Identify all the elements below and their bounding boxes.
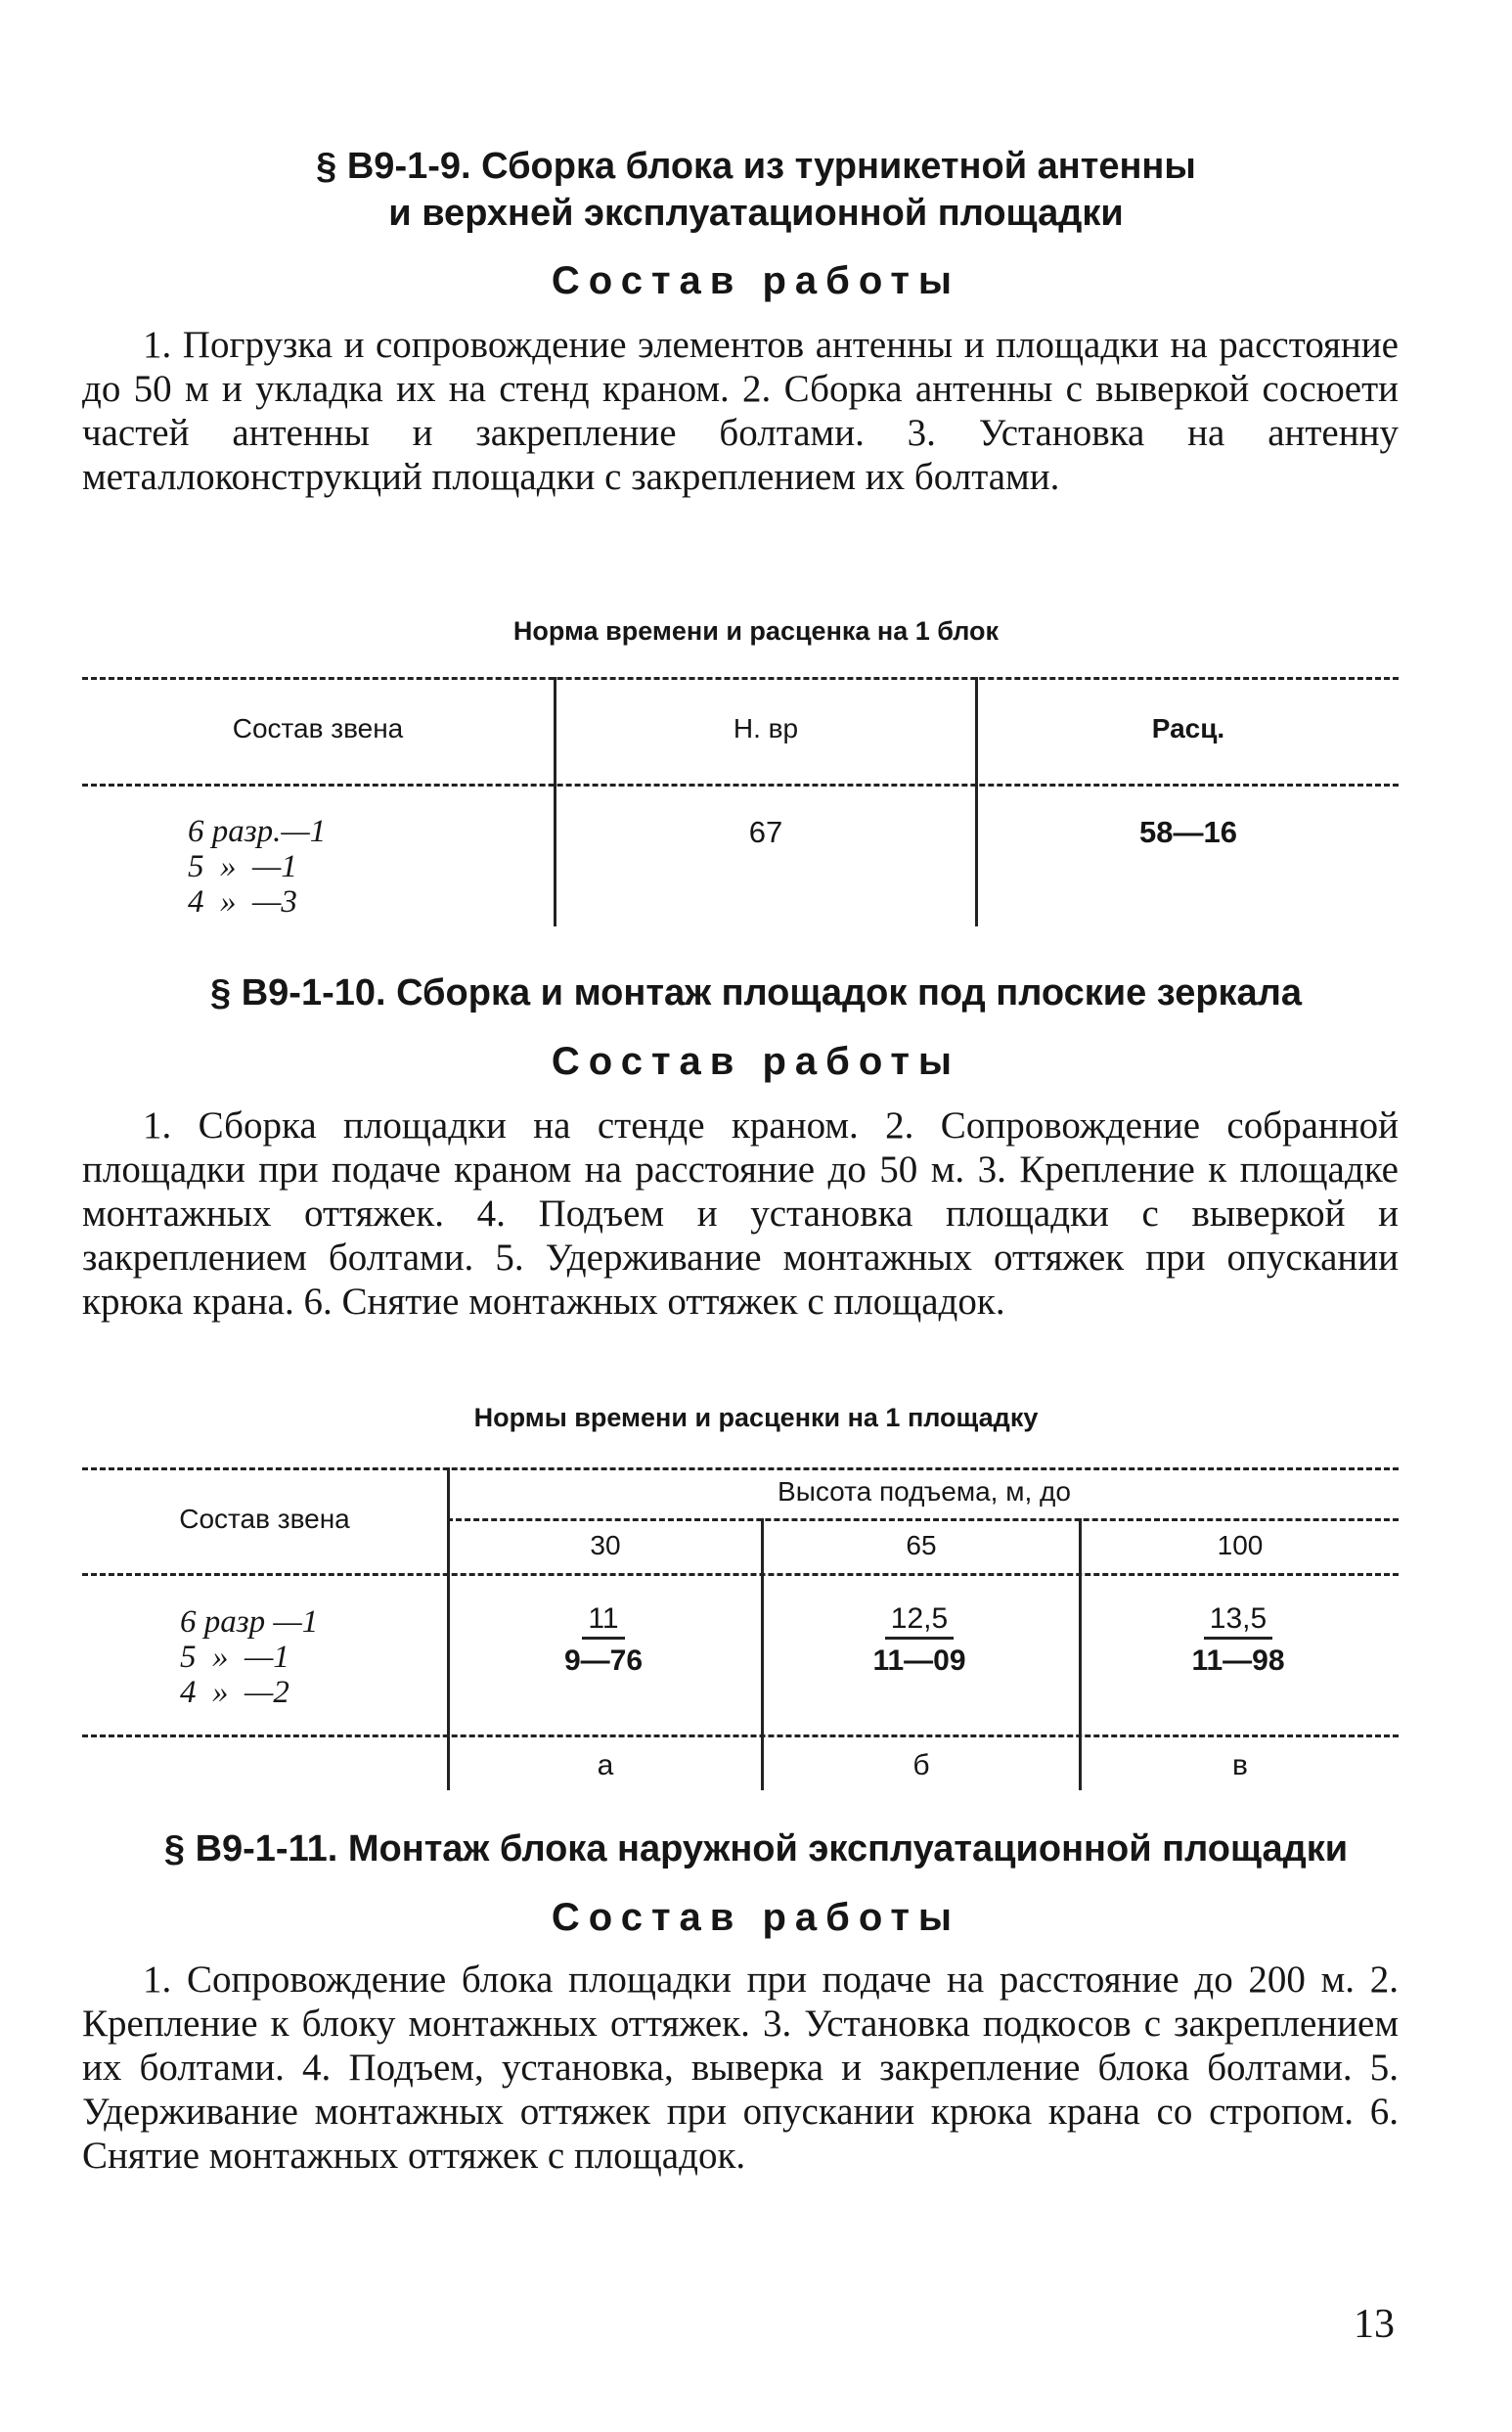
section-9-title — [59, 143, 1453, 237]
norm-value: 11 — [582, 1601, 624, 1640]
table-1-header-norm: Н. вр — [733, 713, 799, 743]
table-2-divider-1 — [447, 1467, 450, 1790]
norm-value: 13,5 — [1204, 1601, 1272, 1640]
table-2-col-65: 65 — [906, 1530, 937, 1560]
table-1-header-crew: Состав звена — [232, 713, 404, 743]
table-1-top-rule — [82, 677, 1399, 680]
table-2-data-rule — [82, 1734, 1399, 1737]
section-10-subtitle: Состав работы — [551, 1040, 961, 1083]
table-2-header-height: Высота подъема, м, до — [778, 1476, 1071, 1507]
table-1-caption: Норма времени и расценка на 1 блок — [512, 616, 1000, 646]
section-9-title-line2: и верхней эксплуатационной площадки — [388, 193, 1124, 234]
section-9-text: 1. Погрузка и сопровождение элементов антенны и площадки на расстояние до 50 м и укладка их на стенд краном. 2. Сборка антенны с выверкой сосюети частей антенны и закрепление болтами. 3. Установка на антенну металлоконструкций площадки с закреплением их болтами. — [82, 324, 1399, 498]
page-number: 13 — [1354, 2302, 1395, 2347]
table-1-crew — [188, 814, 326, 920]
crew-row: 5 » —1 — [188, 849, 297, 884]
table-2-value-100 — [1160, 1601, 1316, 1679]
table-1-header-rate: Расц. — [1151, 713, 1225, 743]
crew-row: 6 разр.—1 — [188, 814, 327, 849]
table-2-group-rule — [447, 1518, 1399, 1521]
table-2-caption: Нормы времени и расценки на 1 площадку — [473, 1403, 1039, 1432]
rate-value: 11—09 — [872, 1644, 966, 1677]
section-10-title: § В9-1-10. Сборка и монтаж площадок под плоские зеркала — [210, 972, 1302, 1013]
table-1-header-rule — [82, 784, 1399, 787]
table-2-letter-b: б — [912, 1749, 930, 1781]
table-2-letter-a: а — [597, 1749, 614, 1781]
table-1-norm-value: 67 — [748, 815, 783, 849]
table-2-crew — [180, 1604, 318, 1710]
section-11-text: 1. Сопровождение блока площадки при подаче на расстояние до 200 м. 2. Крепление к блоку монтажных оттяжек. 3. Установка подкосов с закреплением их болтами. 4. Подъем, установка, выверка и закрепление блока болтами. 5. Удерживание монтажных оттяжек при опускании крюка крана со стропом. 6. Снятие монтажных оттяжек с площадок. — [82, 1959, 1399, 2177]
section-11-title: § В9-1-11. Монтаж блока наружной эксплуатационной площадки — [163, 1828, 1349, 1869]
table-2-header-crew: Состав звена — [179, 1504, 350, 1534]
table-2-value-65 — [841, 1601, 998, 1679]
table-2-top-rule — [82, 1467, 1399, 1470]
crew-row: 5 » —1 — [180, 1640, 289, 1675]
section-10-text: 1. Сборка площадки на стенде краном. 2. Сопровождение собранной площадки при подаче краном на расстояние до 50 м. 3. Крепление к площадке монтажных оттяжек. 4. Подъем и установка площадки с выверкой и закреплением болтами. 5. Удерживание монтажных оттяжек при опускании крюка крана. 6. Снятие монтажных оттяжек с площадок. — [82, 1104, 1399, 1323]
table-2-col-100: 100 — [1217, 1530, 1264, 1560]
rate-value: 11—98 — [1191, 1644, 1285, 1677]
section-9-subtitle: Состав работы — [551, 259, 961, 302]
table-2-value-30 — [525, 1601, 682, 1679]
section-11-subtitle: Состав работы — [551, 1896, 961, 1939]
rate-value: 9—76 — [563, 1644, 644, 1677]
crew-row: 4 » —3 — [188, 884, 297, 920]
table-2-letter-v: в — [1232, 1749, 1248, 1781]
table-1-rate-value: 58—16 — [1139, 815, 1237, 849]
crew-row: 4 » —2 — [180, 1675, 289, 1710]
table-2-header-rule — [82, 1573, 1399, 1576]
table-2-col-30: 30 — [590, 1530, 621, 1560]
crew-row: 6 разр —1 — [180, 1604, 319, 1640]
section-9-title-line1: § В9-1-9. Сборка блока из турникетной антенны — [316, 146, 1196, 187]
norm-value: 12,5 — [885, 1601, 954, 1640]
